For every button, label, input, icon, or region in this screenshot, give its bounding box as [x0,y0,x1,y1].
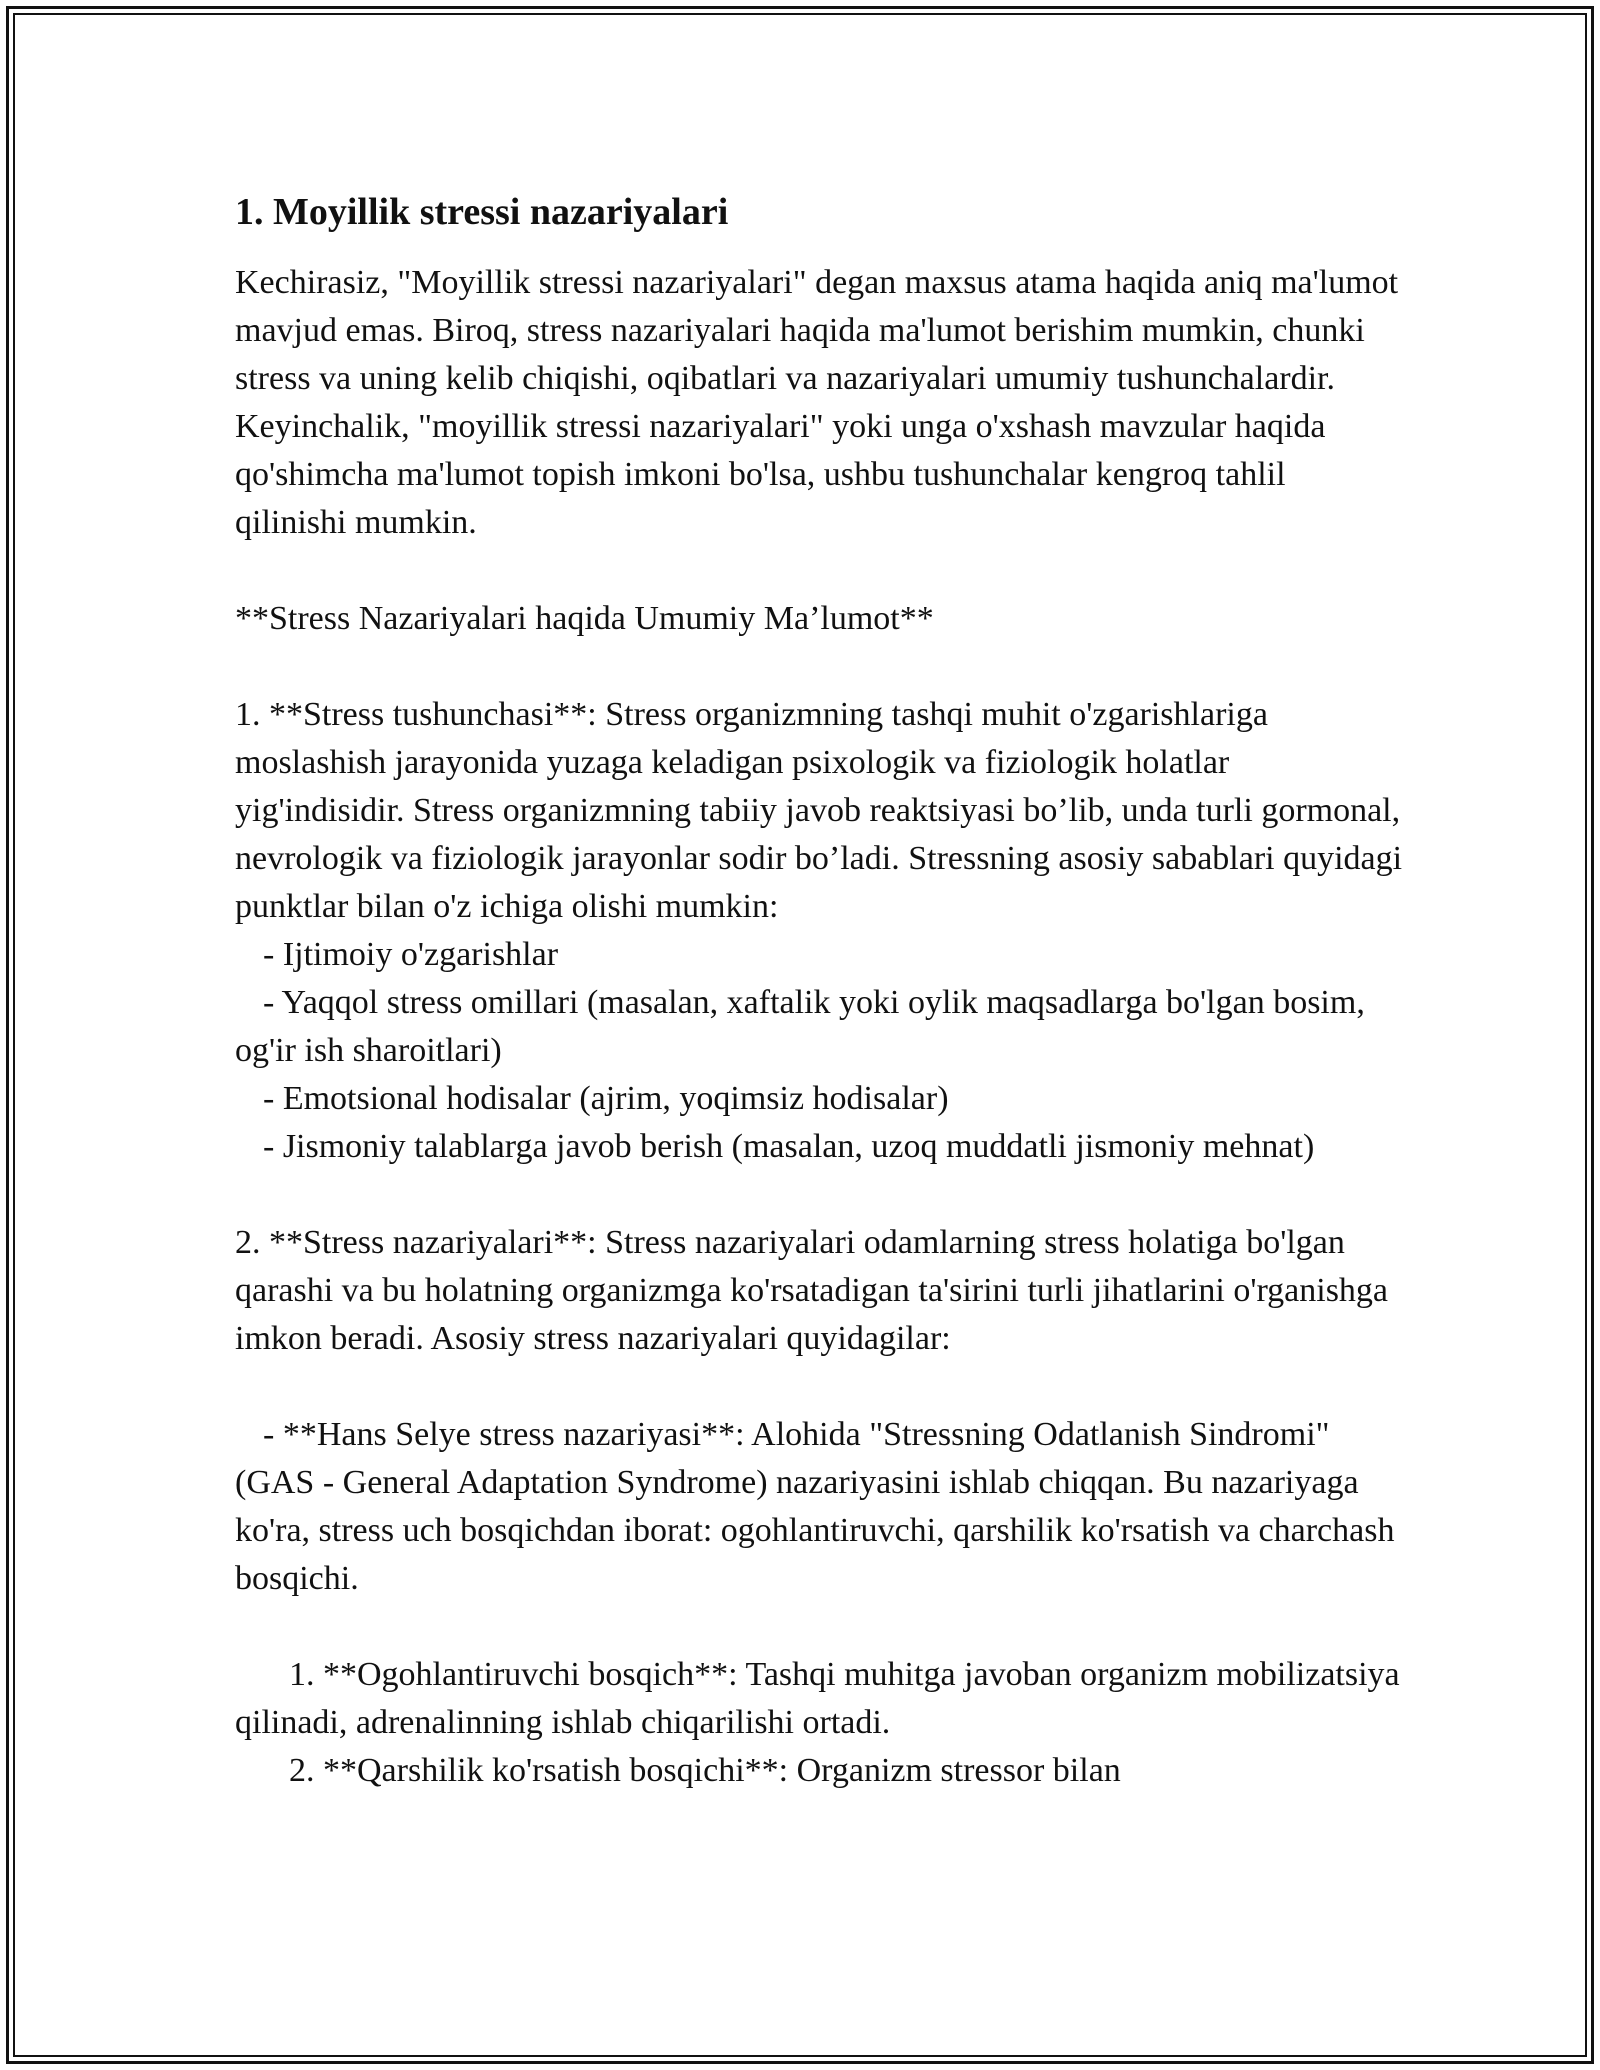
list-item: - Jismoniy talablarga javob berish (masalan, uzoq muddatli jismoniy mehnat) [263,1127,1315,1165]
stage-item: 1. **Ogohlantiruvchi bosqich**: Tashqi muhitga javoban organizm mobilizatsiya qilinadi, adrenalinning ishlab chiqarilishi ortadi. [235,1655,1409,1741]
paragraph-gap [235,643,1405,691]
intro-paragraph: Kechirasiz, "Moyillik stressi nazariyalari" degan maxsus atama haqida aniq ma'lumot mavjud emas. Biroq, stress nazariyalari haqida ma'lumot berishim mumkin, chunki stress va uning kelib chiqishi, oqibatlari va nazariyalari umumiy tushunchalardir. Keyinchalik, "moyillik stressi nazariyalari" yoki unga o'xshash mavzular haqida qo'shimcha ma'lumot topish imkoni bo'lsa, ushbu tushunchalar kengroq tahlil qilinishi mumkin. [235,263,1407,541]
paragraph-gap [235,1603,1405,1651]
paragraph-gap [235,1363,1405,1411]
list-item: - Yaqqol stress omillari (masalan, xaftalik yoki oylik maqsadlarga bo'lgan bosim, og'ir ish sharoitlari) [235,983,1374,1069]
stage-item: 2. **Qarshilik ko'rsatish bosqichi**: Organizm stressor bilan [289,1751,1121,1789]
list-item: - Ijtimoiy o'zgarishlar [263,935,559,973]
page-title: 1. Moyillik stressi nazariyalari [235,191,729,233]
paragraph-gap [235,1171,1405,1219]
item-stress-theories: 2. **Stress nazariyalari**: Stress nazariyalari odamlarning stress holatiga bo'lgan qarashi va bu holatning organizmga ko'rsatadigan ta'sirini turli jihatlarini o'rganishga imkon beradi. Asosiy stress nazariyalari quyidagilar: [235,1223,1397,1357]
list-item: - Emotsional hodisalar (ajrim, yoqimsiz hodisalar) [263,1079,949,1117]
selye-theory: - **Hans Selye stress nazariyasi**: Alohida "Stressning Odatlanish Sindromi" (GAS - General Adaptation Syndrome) nazariyasini ishlab chiqqan. Bu nazariyaga ko'ra, stress uch bosqichdan iborat: ogohlantiruvchi, qarshilik ko'rsatish va charchash bosqichi. [235,1415,1403,1597]
section-title: **Stress Nazariyalari haqida Umumiy Ma’lumot** [235,599,934,637]
item-stress-concept: 1. **Stress tushunchasi**: Stress organizmning tashqi muhit o'zgarishlariga moslashish jarayonida yuzaga keladigan psixologik va fiziologik holatlar yig'indisidir. Stress organizmning tabiiy javob reaktsiyasi bo’lib, unda turli gormonal, nevrologik va fiziologik jarayonlar sodir bo’ladi. Stressning asosiy sabablari quyidagi punktlar bilan o'z ichiga olishi mumkin: [235,695,1411,925]
document-body [235,180,1411,1795]
paragraph-gap [235,547,1405,595]
